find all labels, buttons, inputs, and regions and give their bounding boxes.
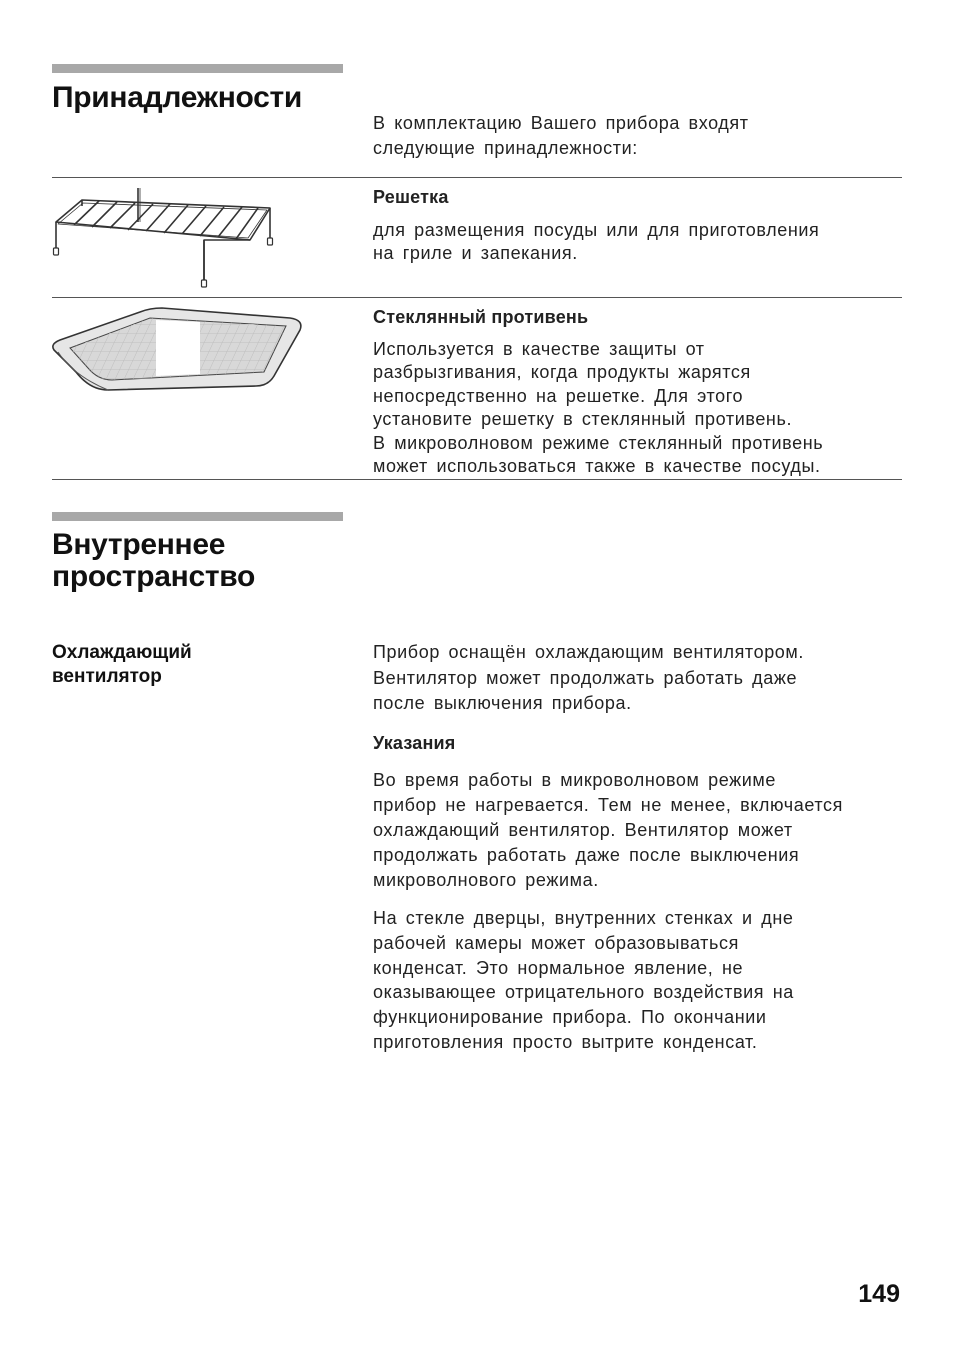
fan-heading xyxy=(52,641,192,689)
note-line: На стекле дверцы, внутренних стенках и дне xyxy=(373,908,794,928)
accessories-intro xyxy=(373,111,903,161)
divider xyxy=(52,177,902,178)
fan-intro xyxy=(373,640,903,717)
fan-intro-line: Вентилятор может продолжать работать даже xyxy=(373,667,798,688)
section-bar-accessories xyxy=(52,64,343,73)
fan-intro-line: Прибор оснащён охлаждающим вентилятором. xyxy=(373,642,804,662)
intro-line: следующие принадлежности: xyxy=(373,138,638,158)
tray-line: В микроволновом режиме стеклянный противень xyxy=(373,432,824,453)
tray-line: непосредственно на решетке. Для этого xyxy=(373,385,744,406)
tray-description xyxy=(373,306,903,479)
note-1 xyxy=(373,768,903,893)
tray-line: Используется в качестве защиты от xyxy=(373,338,705,359)
rack-description xyxy=(373,186,903,266)
tray-line: может использоваться также в качестве посуды. xyxy=(373,456,821,476)
note-line: конденсат. Это нормальное явление, не xyxy=(373,957,744,978)
interior-title xyxy=(52,529,255,593)
accessories-title: Принадлежности xyxy=(52,81,303,114)
interior-title-line: Внутреннее xyxy=(52,528,226,561)
note-line: оказывающее отрицательного воздействия на xyxy=(373,982,794,1003)
tray-title: Стеклянный противень xyxy=(373,307,589,327)
note-line: Во время работы в микроволновом режиме xyxy=(373,770,777,790)
note-line: рабочей камеры может образовываться xyxy=(373,932,739,953)
notes-heading: Указания xyxy=(373,733,456,753)
fan-heading-line: Охлаждающий xyxy=(52,642,192,663)
tray-line: разбрызгивания, когда продукты жарятся xyxy=(373,362,751,382)
fan-intro-line: после выключения прибора. xyxy=(373,693,632,713)
note-line: охлаждающий вентилятор. Вентилятор может xyxy=(373,820,793,840)
wire-rack-icon xyxy=(52,188,282,290)
section-bar-interior xyxy=(52,512,343,521)
note-line: микроволнового режима. xyxy=(373,870,599,890)
note-2 xyxy=(373,906,903,1055)
note-line: прибор не нагревается. Тем не менее, включается xyxy=(373,795,843,815)
fan-heading-line: вентилятор xyxy=(52,666,162,687)
divider xyxy=(52,297,902,298)
intro-line: В комплектацию Вашего прибора входят xyxy=(373,113,749,133)
glass-tray-icon xyxy=(50,306,308,396)
divider xyxy=(52,479,902,480)
note-line: продолжать работать даже после выключения xyxy=(373,845,800,865)
rack-line: на гриле и запекания. xyxy=(373,243,578,263)
tray-line: установите решетку в стеклянный противень. xyxy=(373,409,793,429)
interior-title-line: пространство xyxy=(52,560,256,593)
note-line: приготовления просто вытрите конденсат. xyxy=(373,1031,758,1052)
note-line: функционирование прибора. По окончании xyxy=(373,1007,767,1028)
page-number: 149 xyxy=(858,1280,900,1308)
rack-line: для размещения посуды или для приготовления xyxy=(373,219,820,240)
rack-title: Решетка xyxy=(373,187,449,207)
